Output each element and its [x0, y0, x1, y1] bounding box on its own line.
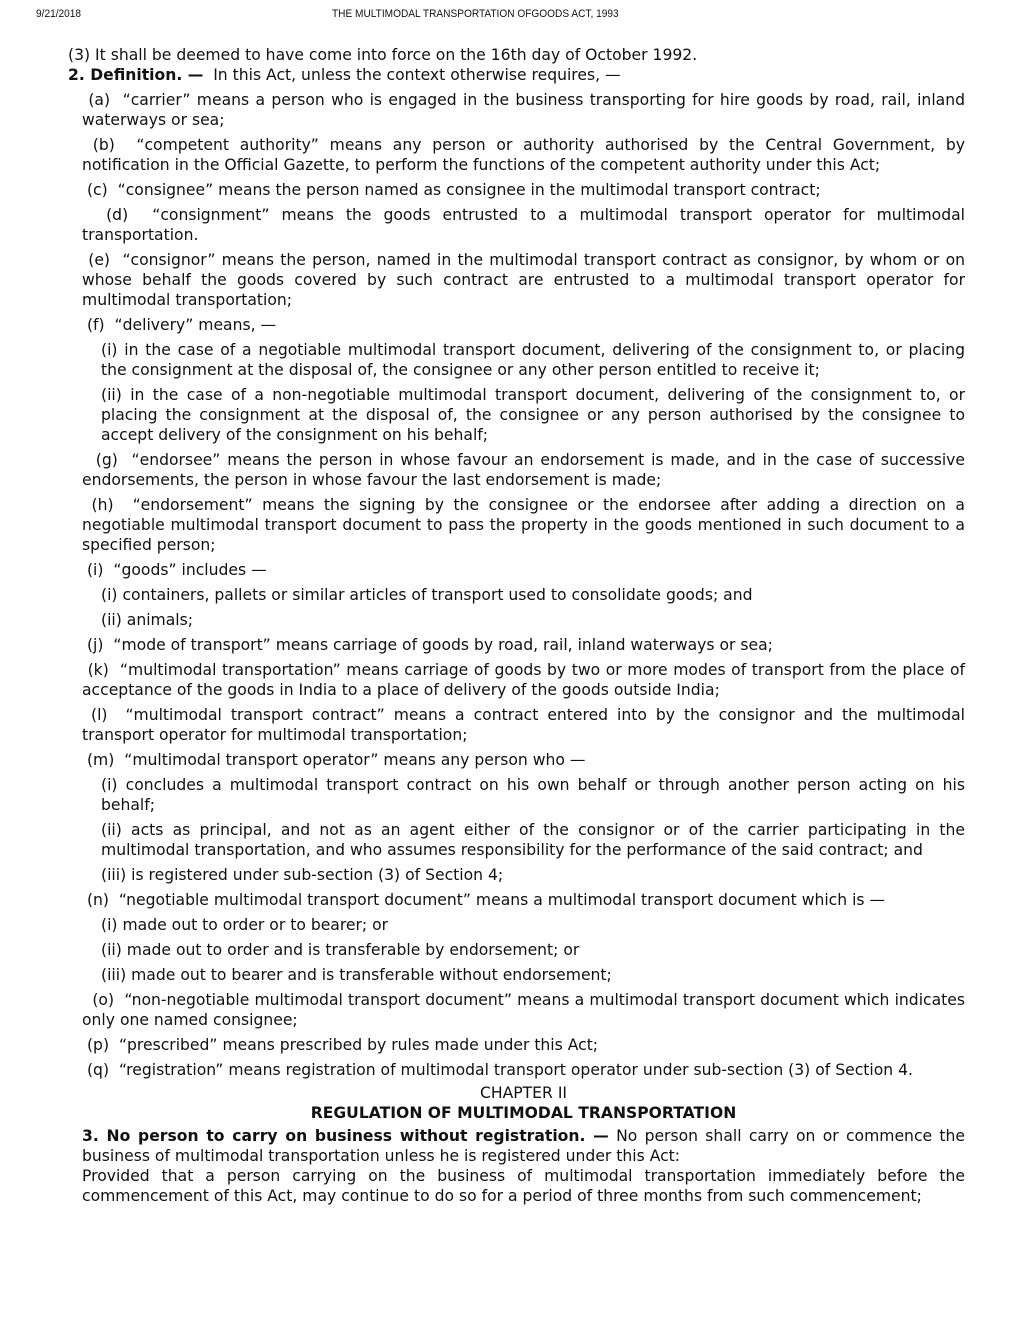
sub-clause [82, 865, 965, 885]
clause-text: (i) “goods” includes — [82, 561, 267, 579]
definition-clause [82, 90, 970, 130]
clause-text: (ii) made out to order and is transferable by endorsement; or [101, 941, 580, 959]
section-3-proviso: Provided that a person carrying on the business of multimodal transportation immediately before the commencement of this Act, may continue to do so for a period of three months from such commencement; [82, 1167, 965, 1205]
clause-text: (n) “negotiable multimodal transport document” means a multimodal transport document which is — [82, 891, 886, 909]
clause-text: (a) “carrier” means a person who is engaged in the business transporting for hire goods by road, rail, inland waterways or sea; [82, 91, 970, 129]
sub-clause [82, 340, 970, 380]
section-text: No person shall carry on or commence the business of multimodal transportation unless he is registered under this Act: [82, 1127, 965, 1165]
clause-text: (iii) made out to bearer and is transferable without endorsement; [101, 966, 612, 984]
clause-text: (k) “multimodal transportation” means carriage of goods by two or more modes of transport from the place of acceptance of the goods in India to a place of delivery of the goods outside India; [82, 661, 970, 699]
sub-clause [82, 940, 965, 960]
section-heading: 2. Definition. — [68, 66, 204, 84]
clause-text: (e) “consignor” means the person, named in the multimodal transport contract as consignor, by whom or on whose behalf the goods covered by such contract are entrusted to a multimodal transport operator for multimodal transportation; [82, 251, 970, 309]
page-header-title: THE MULTIMODAL TRANSPORTATION OFGOODS ACT, 1993 [332, 8, 619, 20]
document-body [68, 45, 970, 1206]
sub-clause [82, 775, 970, 815]
definition-clause [82, 250, 970, 310]
section-3 [82, 1126, 965, 1166]
clause-text: (ii) animals; [101, 611, 194, 629]
definition-clause [82, 1035, 965, 1055]
clause-text: (3) It shall be deemed to have come into force on the 16th day of October 1992. [68, 46, 698, 64]
definition-clause [82, 560, 965, 580]
definition-clause [82, 750, 965, 770]
definition-clause [82, 635, 965, 655]
clause-text: (i) made out to order or to bearer; or [101, 916, 389, 934]
clause-text: (g) “endorsee” means the person in whose favour an endorsement is made, and in the case of successive endorsements, the person in whose favour the last endorsement is made; [82, 451, 970, 489]
clause-text: (j) “mode of transport” means carriage of goods by road, rail, inland waterways or sea; [82, 636, 773, 654]
clause-text: In this Act, unless the context otherwise requires, — [203, 66, 621, 84]
sub-clause [82, 610, 965, 630]
definition-clause [82, 890, 965, 910]
sub-clause [82, 585, 965, 605]
chapter-title: REGULATION OF MULTIMODAL TRANSPORTATION [310, 1104, 737, 1122]
definition-clause [82, 705, 970, 745]
clause-text: (i) in the case of a negotiable multimodal transport document, delivering of the consignment to, or placing the consignment at the disposal of, the consignee or any other person entitled to receive it; [101, 341, 970, 379]
clause-text: (i) containers, pallets or similar articles of transport used to consolidate goods; and [101, 586, 753, 604]
clause-text: (q) “registration” means registration of multimodal transport operator under sub-section (3) of Section 4. [82, 1061, 913, 1079]
clause-text: (i) concludes a multimodal transport contract on his own behalf or through another person acting on his behalf; [101, 776, 970, 814]
clause-text: (o) “non-negotiable multimodal transport document” means a multimodal transport document which indicates only one named consignee; [82, 991, 970, 1029]
sub-clause [82, 965, 965, 985]
clause-text: (ii) in the case of a non-negotiable multimodal transport document, delivering of the consignment to, or placing the consignment at the disposal of, the consignee or any person authorised by the consignee to accept delivery of the consignment on his behalf; [101, 386, 970, 444]
definition-clause [82, 660, 970, 700]
clause-text: (p) “prescribed” means prescribed by rules made under this Act; [82, 1036, 599, 1054]
sub-clause [82, 915, 965, 935]
clause-text: (l) “multimodal transport contract” means a contract entered into by the consignor and the multimodal transport operator for multimodal transportation; [82, 706, 970, 744]
definitions-list [68, 45, 970, 1080]
clause-text: (ii) acts as principal, and not as an agent either of the consignor or of the carrier participating in the multimodal transportation, and who assumes responsibility for the performance of the said contract; and [101, 821, 970, 859]
print-date: 9/21/2018 [36, 8, 82, 20]
clause-text: (iii) is registered under sub-section (3) of Section 4; [101, 866, 504, 884]
section-paragraph [68, 65, 965, 85]
definition-clause [82, 1060, 965, 1080]
definition-clause [82, 205, 970, 245]
definition-clause [82, 450, 970, 490]
clause-text: (b) “competent authority” means any person or authority authorised by the Central Government, by notification in the Official Gazette, to perform the functions of the competent authority under this Act; [82, 136, 970, 174]
clause-text: (c) “consignee” means the person named as consignee in the multimodal transport contract; [82, 181, 821, 199]
definition-clause [82, 315, 965, 335]
clause-text: (m) “multimodal transport operator” means any person who — [82, 751, 586, 769]
definition-clause [82, 135, 970, 175]
chapter-number: CHAPTER II [479, 1084, 568, 1102]
sub-clause [82, 385, 970, 445]
clause-text: (h) “endorsement” means the signing by the consignee or the endorsee after adding a direction on a negotiable multimodal transport document to pass the property in the goods mentioned in such document to a specified person; [82, 496, 970, 554]
definition-clause [82, 990, 970, 1030]
clause-text: (d) “consignment” means the goods entrusted to a multimodal transport operator for multimodal transportation. [82, 206, 970, 244]
section-paragraph [68, 45, 965, 65]
definition-clause [82, 180, 965, 200]
clause-text: (f) “delivery” means, — [82, 316, 277, 334]
sub-clause [82, 820, 970, 860]
section-heading: 3. No person to carry on business without registration. — [82, 1127, 609, 1145]
definition-clause [82, 495, 970, 555]
